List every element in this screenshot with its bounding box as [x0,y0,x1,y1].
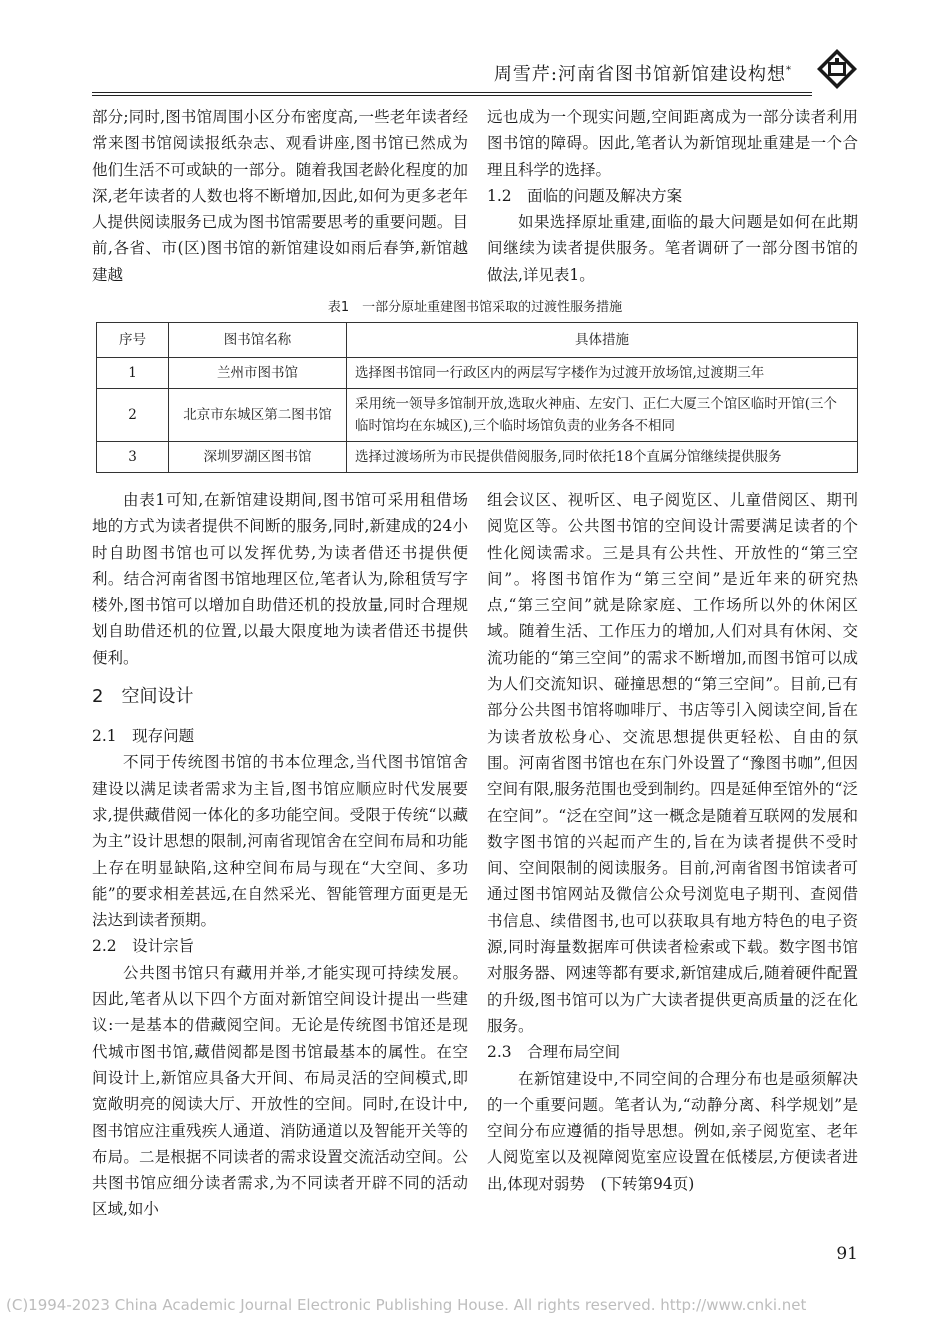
table-cell-no: 3 [97,442,169,473]
page-number: 91 [836,1244,858,1264]
copyright-footer: (C)1994-2023 China Academic Journal Electronic Publishing House. All rights reserved. http://www.cnki.net [6,1296,807,1314]
table-cell-name: 兰州市图书馆 [169,358,347,389]
table-header-cell: 图书馆名称 [169,323,347,358]
running-head [92,30,858,90]
table-cell-no: 1 [97,358,169,389]
table-header-cell: 具体措施 [347,323,858,358]
table-header-cell: 序号 [97,323,169,358]
paragraph: 如果选择原址重建,面临的最大问题是如何在此期间继续为读者提供服务。笔者调研了一部分图书馆的做法,详见表1。 [487,213,858,284]
table-cell-name: 深圳罗湖区图书馆 [169,442,347,473]
table-cell-measure: 选择过渡场所为市民提供借阅服务,同时依托18个直属分馆继续提供服务 [347,442,858,473]
left-column-bottom [92,487,468,1223]
table-row [97,358,858,389]
paragraph: 远也成为一个现实问题,空间距离成为一部分读者利用图书馆的障碍。因此,笔者认为新馆现址重建是一个合理且科学的选择。 [487,108,858,179]
section-heading-2-1: 2.1 现存问题 [92,727,195,746]
section-heading-1-2: 1.2 面临的问题及解决方案 [487,186,683,205]
paragraph [487,1066,858,1197]
section-heading-2-2: 2.2 设计宗旨 [92,937,195,956]
paragraph: 公共图书馆只有藏用并举,才能实现可持续发展。因此,笔者从以下四个方面对新馆空间设计提出一些建议:一是基本的借藏阅空间。无论是传统图书馆还是现代城市图书馆,藏借阅都是图书馆最基本的属性。在空间设计上,新馆应具备大开间、布局灵活的空间模式,即宽敞明亮的阅读大厅、开放性的空间。同时,在设计中,图书馆应注重残疾人通道、消防通道以及智能开关等的布局。二是根据不同读者的需求设置交流活动空间。公共图书馆应细分读者需求,为不同读者开辟不同的活动区域,如小 [92,963,468,1219]
table-cell-no: 2 [97,389,169,442]
section-heading-2-3: 2.3 合理布局空间 [487,1043,621,1062]
table-caption: 表1 一部分原址重建图书馆采取的过渡性服务措施 [327,300,623,315]
header-rule [92,92,812,96]
title-footnote-mark: * [786,65,792,76]
right-column-bottom [487,487,858,1197]
paragraph: 部分;同时,图书馆周围小区分布密度高,一些老年读者经常来图书馆阅读报纸杂志、观看讲座,图书馆已然成为他们生活不可或缺的一部分。随着我国老龄化程度的加深,老年读者的人数也将不断增加,因此,如何为更多老年人提供阅读服务已成为图书馆需要思考的重要问题。目前,各省、市(区)图书馆的新馆建设如雨后春笋,新馆越建越 [92,108,468,284]
paragraph: 组会议区、视听区、电子阅览区、儿童借阅区、期刊阅览区等。公共图书馆的空间设计需要满足读者的个性化阅读需求。三是具有公共性、开放性的“第三空间”。将图书馆作为“第三空间”是近年来的研究热点,“第三空间”就是除家庭、工作场所以外的休闲区域。随着生活、工作压力的增加,人们对具有休闲、交流功能的“第三空间”的需求不断增加,而图书馆可以成为人们交流知识、碰撞思想的“第三空间”。目前,已有部分公共图书馆将咖啡厅、书店等引入阅读空间,旨在为读者放松身心、交流思想提供更轻松、自由的氛围。河南省图书馆也在东门外设置了“豫图书咖”,但因空间有限,服务范围也受到制约。四是延伸至馆外的“泛在空间”。“泛在空间”这一概念是随着互联网的发展和数字图书馆的兴起而产生的,旨在为读者提供不受时间、空间限制的阅读服务。目前,河南省图书馆读者可通过图书馆网站及微信公众号浏览电子期刊、查阅借书信息、续借图书,也可以获取具有地方特色的电子资源,同时海量数据库可供读者检索或下载。数字图书馆对服务器、网速等都有要求,新馆建成后,随着硬件配置的升级,图书馆可以为广大读者提供更高质量的泛在化服务。 [487,491,858,1035]
left-column-top [92,104,468,288]
table-cell-measure: 选择图书馆同一行政区内的两层写字楼作为过渡开放场馆,过渡期三年 [347,358,858,389]
journal-logo-icon [816,48,858,90]
table-cell-measure: 采用统一领导多馆制开放,选取火神庙、左安门、正仁大厦三个馆区临时开馆(三个临时馆均在东城区),三个临时场馆负责的业务各不相同 [347,389,858,442]
transition-measures-table [96,322,858,473]
paragraph-text: 在新馆建设中,不同空间的合理分布也是亟须解决的一个重要问题。笔者认为,“动静分离、科学规划”是空间分布应遵循的指导思想。例如,亲子阅览室、老年人阅览室以及视障阅览室应设置在低楼层,方便读者进出,体现对弱势 [487,1069,858,1193]
table-row [97,389,858,442]
running-title: 周雪芹:河南省图书馆新馆建设构想* [493,64,792,85]
table-cell-name: 北京市东城区第二图书馆 [169,389,347,442]
table-row [97,442,858,473]
table-header-row [97,323,858,358]
section-heading-2: 2 空间设计 [92,686,194,708]
continued-note: (下转第94页) [600,1174,695,1193]
paragraph: 由表1可知,在新馆建设期间,图书馆可采用租借场地的方式为读者提供不间断的服务,同时,新建成的24小时自助图书馆也可以发挥优势,为读者借还书提供便利。结合河南省图书馆地理区位,笔者认为,除租赁写字楼外,图书馆可以增加自助借还机的投放量,同时合理规划自助借还机的位置,以最大限度地为读者借还书提供便利。 [92,491,468,667]
paragraph: 不同于传统图书馆的书本位理念,当代图书馆馆舍建设以满足读者需求为主旨,图书馆应顺应时代发展要求,提供藏借阅一体化的多功能空间。受限于传统“以藏为主”设计思想的限制,河南省现馆舍在空间布局和功能上存在明显缺陷,这种空间布局与现在“大空间、多功能”的要求相差甚远,在自然采光、智能管理方面更是无法达到读者预期。 [92,753,468,930]
right-column-top [487,104,858,288]
